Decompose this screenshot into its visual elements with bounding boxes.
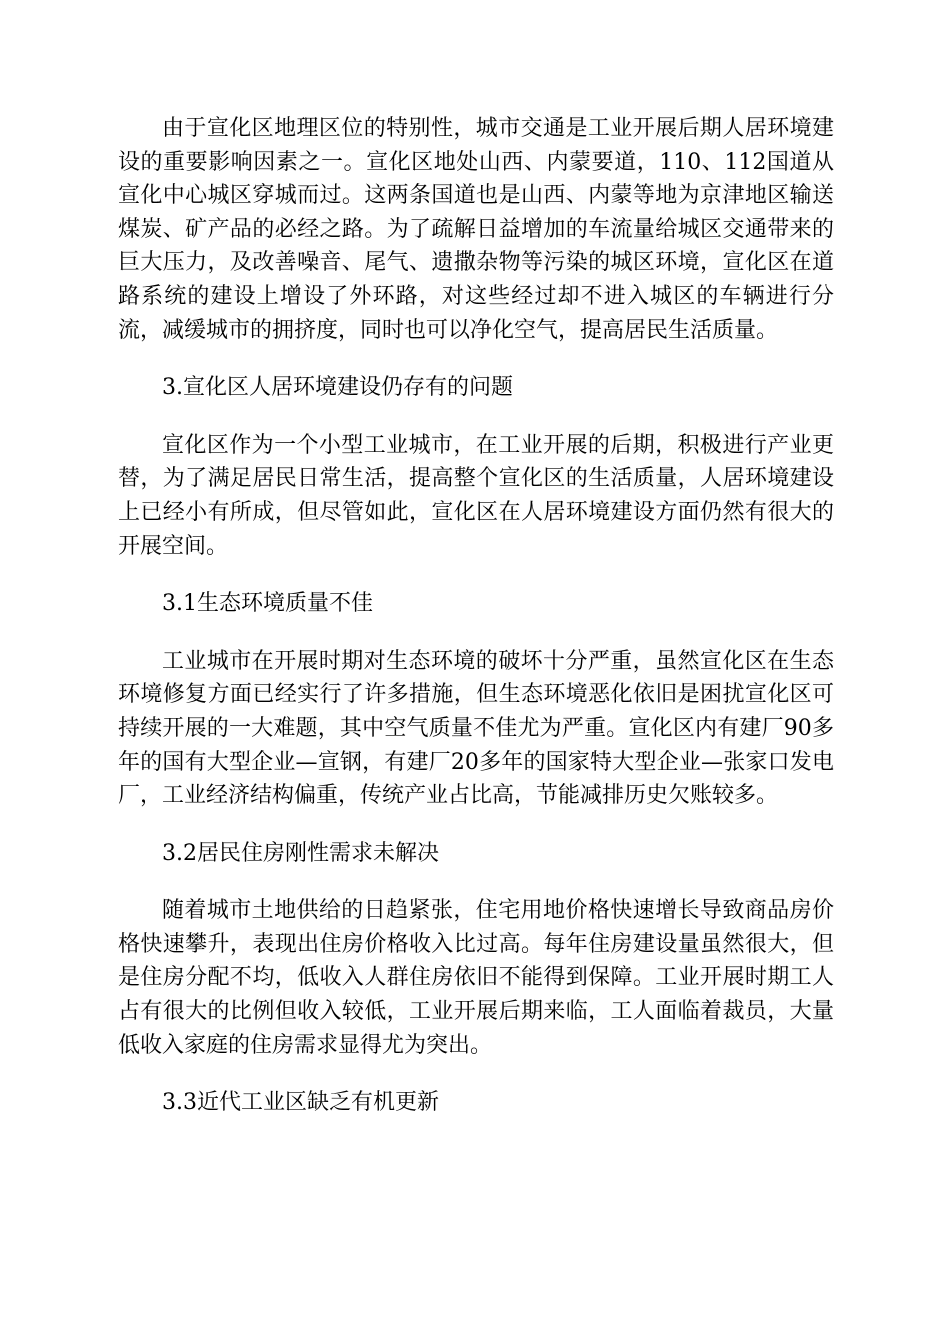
paragraph-problems-intro: 宣化区作为一个小型工业城市，在工业开展的后期，积极进行产业更替，为了满足居民日常生活，提高整个宣化区的生活质量，人居环境建设上已经小有所成，但尽管如此，宣化区在人居环境建设方面仍然有很大的开展空间。 bbox=[118, 432, 834, 559]
paragraph-traffic: 由于宣化区地理区位的特别性，城市交通是工业开展后期人居环境建设的重要影响因素之一。宣化区地处山西、内蒙要道，110、112国道从宣化中心城区穿城而过。这两条国道也是山西、内蒙等地为京津地区输送煤炭、矿产品的必经之路。为了疏解日益增加的车流量给城区交通带来的巨大压力，及改善噪音、尾气、遗撒杂物等污染的城区环境，宣化区在道路系统的建设上增设了外环路，对这些经过却不进入城区的车辆进行分流，减缓城市的拥挤度，同时也可以净化空气，提高居民生活质量。 bbox=[118, 116, 834, 343]
section-heading-3-1: 3.1生态环境质量不佳 bbox=[162, 591, 373, 617]
paragraph-housing: 随着城市土地供给的日趋紧张，住宅用地价格快速增长导致商品房价格快速攀升，表现出住房价格收入比过高。每年住房建设量虽然很大，但是住房分配不均，低收入人群住房依旧不能得到保障。工业开展时期工人占有很大的比例但收入较低，工业开展后期来临，工人面临着裁员，大量低收入家庭的住房需求显得尤为突出。 bbox=[118, 898, 834, 1058]
section-heading-3: 3.宣化区人居环境建设仍存有的问题 bbox=[162, 375, 513, 401]
paragraph-ecology: 工业城市在开展时期对生态环境的破坏十分严重，虽然宣化区在生态环境修复方面已经实行了许多措施，但生态环境恶化依旧是困扰宣化区可持续开展的一大难题，其中空气质量不佳尤为严重。宣化区内有建厂90多年的国有大型企业—宣钢，有建厂20多年的国家特大型企业—张家口发电厂，工业经济结构偏重，传统产业占比高，节能减排历史欠账较多。 bbox=[118, 648, 834, 809]
document-page bbox=[118, 112, 834, 1120]
section-heading-3-3: 3.3近代工业区缺乏有机更新 bbox=[162, 1090, 439, 1116]
section-heading-3-2: 3.2居民住房刚性需求未解决 bbox=[162, 840, 439, 866]
